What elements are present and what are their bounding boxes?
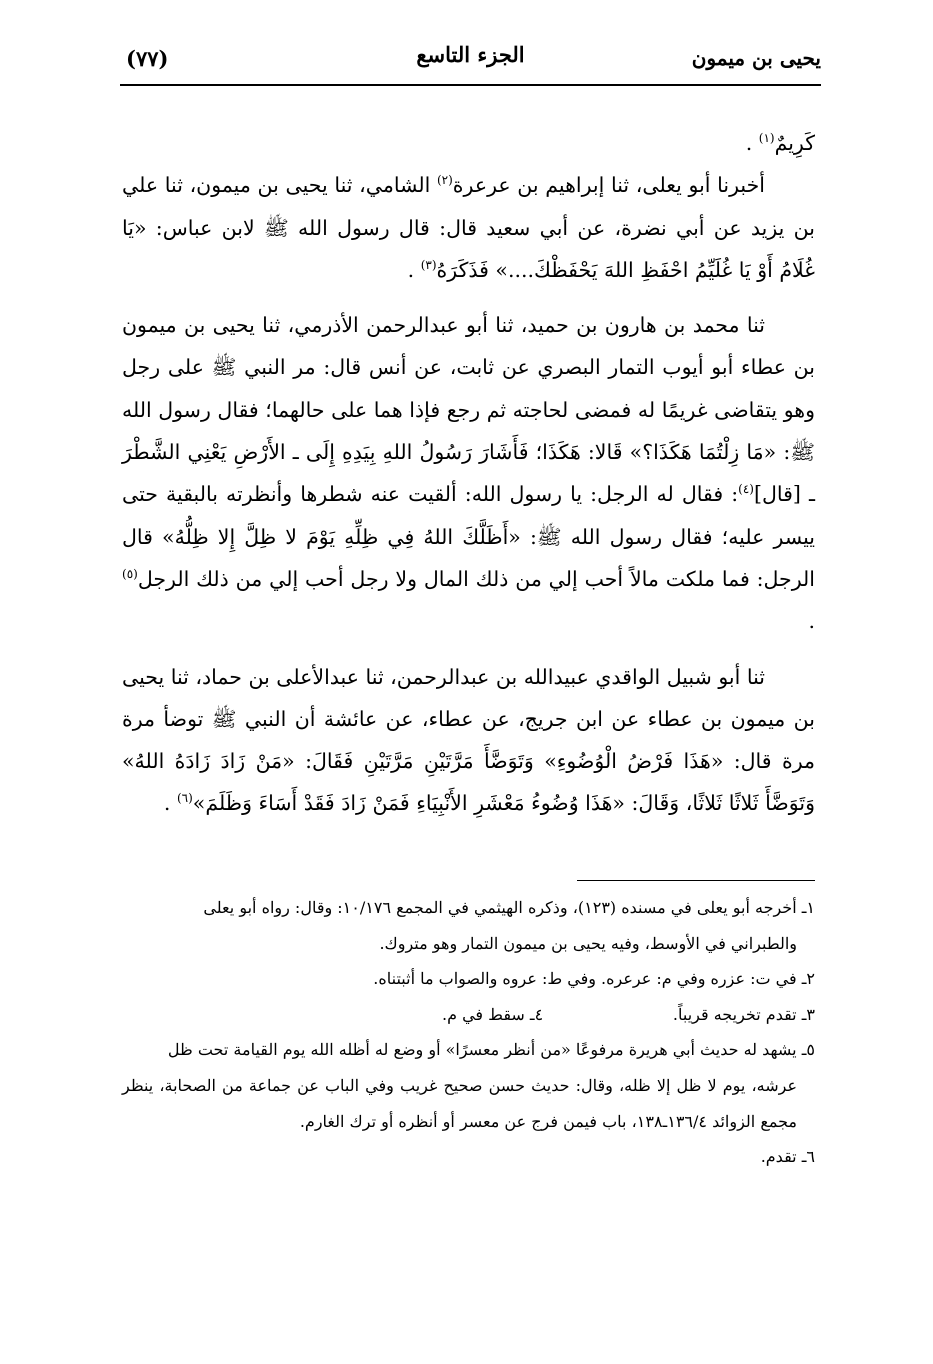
footnote-1: ١ـ أخرجه أبو يعلى في مسنده (١٢٣)، وذكره الهيثمي في المجمع ١٠/١٧٦: وقال: رواه أبو يعلى <box>203 898 815 917</box>
footnote-ref-5: (٥) <box>122 567 138 582</box>
page-header <box>120 42 821 82</box>
main-text <box>122 122 815 825</box>
footnote-4: ٤ـ سقط في م. <box>442 1004 544 1024</box>
paragraph-2-text-a: ثنا محمد بن هارون بن حميد، ثنا أبو عبدالرحمن الأذرمي، ثنا يحيى بن ميمون بن عطاء أبو أيوب التمار البصري عن ثابت، عن أنس قال: مر النبي ﷺ على رجل وهو يتقاضى غريمًا له فمضى لحاجته ثم رجع فإذا هما على حالهما؛ فقال رسول الله ﷺ: «مَا زِلْتُمَا هَكَذَا؟» قَالا: هَكَذَا؛ فَأَشَارَ رَسُولُ اللهِ بِيَدِهِ إِلَى ـ الأَرْضِ يَعْنِي الشَّطْرَ ـ [قال] <box>122 313 815 507</box>
footnote-row-3-4 <box>122 997 815 1033</box>
footnote-ref-3: (٣) <box>420 258 437 273</box>
paragraph-3-text: ثنا أبو شبيل الواقدي عبيدالله بن عبدالرحمن، ثنا عبدالأعلى بن حماد، ثنا يحيى بن ميمون بن عطاء عن ابن جريج، عن عطاء، عن عائشة أن النبي ﷺ توضأ مرة مرة قال: «هَذَا فَرْضُ الْوُضُوءِ» وَتَوَضَّأَ مَرَّتَيْنِ مَرَّتَيْنِ فَقَالَ: «مَنْ زَادَ زَادَهُ اللهُ» وَتَوَضَّأَ ثَلاثًا ثَلاثًا، وَقَالَ: «هَذَا وُضُوءُ مَعْشَرِ الأَنْبِيَاءِ فَمَنْ زَادَ فَقَدْ أَسَاءَ وَظَلَمَ» <box>122 664 815 816</box>
footnote-ref-1: (١) <box>758 131 775 146</box>
chapter-title: يحيى بن ميمون <box>691 46 821 70</box>
page-number: (٧٧) <box>126 46 169 71</box>
volume-title: الجزء التاسع <box>416 42 525 67</box>
footnote-5-continued: عرشه، يوم لا ظل إلا ظله، وقال: حديث حسن صحيح غريب وفي الباب عن جماعة من الصحابة، ينظر مجمع الزوائد ١٣٦/٤ـ١٣٨، باب فيمن فرج عن معسر أو أنظره أو ترك الغارم. <box>122 1075 797 1131</box>
footnote-1-continued: والطبراني في الأوسط، وفيه يحيى بن ميمون التمار وهو متروك. <box>379 933 797 953</box>
footnote-2: ٢ـ في ت: عزره وفي م: عرعره. وفي ط: عروه والصواب ما أثبتناه. <box>373 969 815 989</box>
paragraph-0-text: كَرِيمٌ <box>774 131 815 155</box>
paragraph-2: ثنا محمد بن هارون بن حميد، ثنا أبو عبدالرحمن الأذرمي، ثنا يحيى بن ميمون بن عطاء أبو أيوب التمار البصري عن ثابت، عن أنس قال: مر النبي ﷺ على رجل وهو يتقاضى غريمًا له فمضى لحاجته ثم رجع فإذا هما على حالهما؛ فقال رسول الله ﷺ: «مَا زِلْتُمَا هَكَذَا؟» قَالا: هَكَذَا؛ فَأَشَارَ رَسُولُ اللهِ بِيَدِهِ إِلَى ـ الأَرْضِ يَعْنِي الشَّطْرَ ـ [قال]$^{(٤)}$: فقال له الرجل: يا رسول الله: ألقيت عنه شطرها وأنظرته بالبقية حتى ييسر عليه؛ فقال رسول الله ﷺ: «أَظَلَّكَ اللهُ فِي ظِلِّهِ يَوْمَ لا ظِلَّ إِلا ظِلُّهُ» قال الرجل: فما ملكت مالاً أحب إلي من ذلك المال ولا رجل أحب إلي من ذلك الرجل$^{(٥)}$ . <box>122 313 815 634</box>
footnote-ref-6: (٦) <box>176 791 193 806</box>
footnotes <box>122 890 815 1175</box>
paragraph-1-text-a: أخبرنا أبو يعلى، ثنا إبراهيم بن عرعرة <box>452 173 765 198</box>
footnote-6: ٦ـ تقدم. <box>760 1147 815 1167</box>
paragraph-2-text-b: : فقال له الرجل: يا رسول الله: ألقيت عنه شطرها وأنظرته بالبقية حتى ييسر عليه؛ فقال رسول الله ﷺ: «أَظَلَّكَ اللهُ فِي ظِلِّهِ يَوْمَ لا ظِلَّ إِلا ظِلُّهُ» قال الرجل: فما ملكت مالاً أحب إلي من ذلك المال ولا رجل أحب إلي من ذلك الرجل <box>122 482 815 591</box>
footnote-ref-2: (٢) <box>436 173 453 188</box>
paragraph-3: ثنا أبو شبيل الواقدي عبيدالله بن عبدالرحمن، ثنا عبدالأعلى بن حماد، ثنا يحيى بن ميمون بن عطاء عن ابن جريج، عن عطاء، عن عائشة أن النبي ﷺ توضأ مرة مرة قال: «هَذَا فَرْضُ الْوُضُوءِ» وَتَوَضَّأَ مَرَّتَيْنِ مَرَّتَيْنِ فَقَالَ: «مَنْ زَادَ زَادَهُ اللهُ» وَتَوَضَّأَ ثَلاثًا ثَلاثًا، وَقَالَ: «هَذَا وُضُوءُ مَعْشَرِ الأَنْبِيَاءِ فَمَنْ زَادَ فَقَدْ أَسَاءَ وَظَلَمَ»$^{(٦)}$ . <box>122 664 815 816</box>
footnote-ref-4: (٤) <box>738 482 754 497</box>
paragraph-1: أخبرنا أبو يعلى، ثنا إبراهيم بن عرعرة$^{(٢)}$ الشامي، ثنا يحيى بن ميمون، ثنا علي بن يزيد عن أبي نضرة، عن أبي سعيد قال: قال رسول الله ﷺ لابن عباس: «يَا غُلَامُ أَوْ يَا غُلَيِّمُ احْفَظِ اللهَ يَحْفَظْكَ....» فَذَكَرَهُ$^{(٣)}$ . <box>122 173 815 282</box>
header-rule <box>120 84 821 86</box>
paragraph-1-text-b: الشامي، ثنا يحيى بن ميمون، ثنا علي بن يزيد عن أبي نضرة، عن أبي سعيد قال: قال رسول الله ﷺ لابن عباس: «يَا غُلَامُ أَوْ يَا غُلَيِّمُ احْفَظِ اللهَ يَحْفَظْكَ....» فَذَكَرَهُ <box>122 173 815 282</box>
footnote-3: ٣ـ تقدم تخريجه قريباً. <box>672 1004 815 1024</box>
footnote-5: ٥ـ يشهد له حديث أبي هريرة مرفوعًا «من أنظر معسرًا» أو وضع له أظله الله يوم القيامة تحت ظل <box>167 1040 815 1060</box>
paragraph-0: كَرِيمٌ$^{(١)}$ . <box>745 131 815 155</box>
footnote-separator <box>577 880 815 881</box>
